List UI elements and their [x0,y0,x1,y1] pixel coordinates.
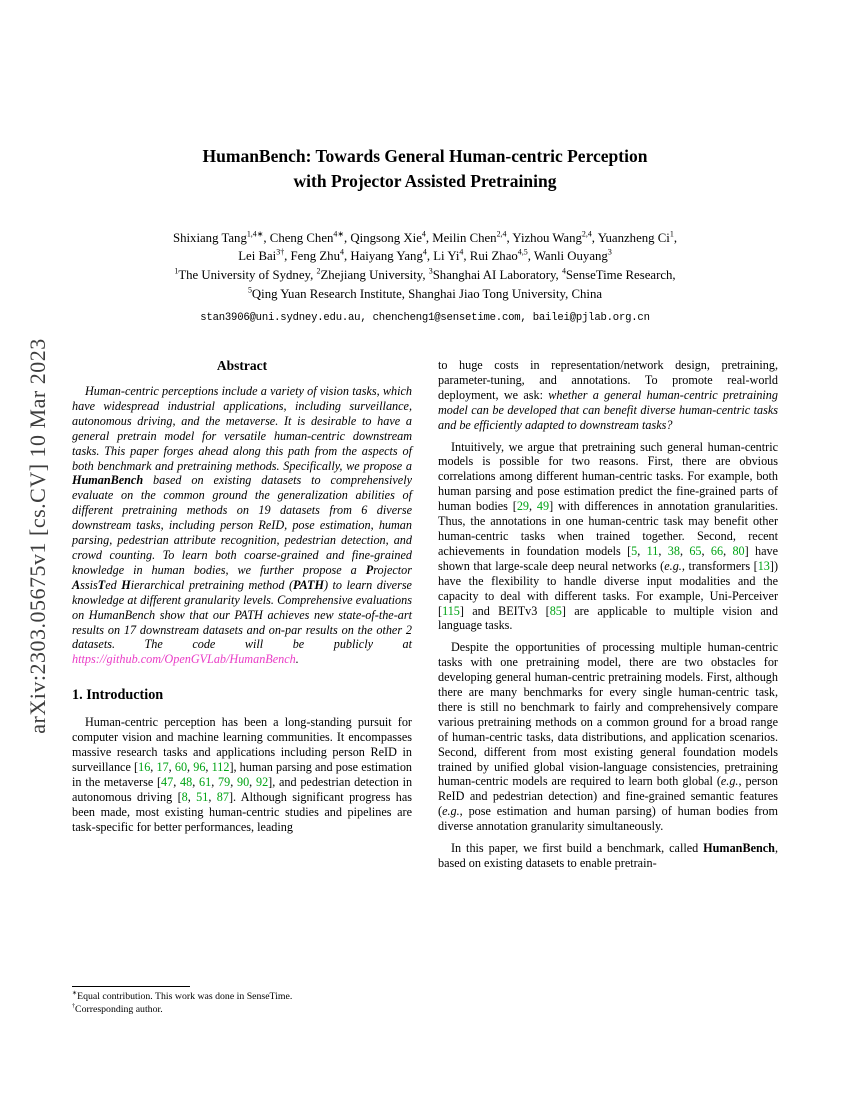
text-segment: e.g., [442,804,463,819]
citation-ref[interactable]: 16 [138,759,151,774]
citation-ref[interactable]: 38 [667,543,680,558]
text-segment: and BEITv3 [463,603,546,618]
text-segment: 4,5 [517,248,528,258]
text-segment: ∗ [72,990,78,997]
text-segment: ssis [80,577,98,592]
text-segment: Shixiang Tang [172,230,247,245]
text-segment: 3 [607,248,612,258]
text-segment: have shown that large-scale deep neural networks ( [438,543,779,573]
text-segment: , Yizhou Wang [506,230,582,245]
two-column-body [72,358,778,1016]
citation-ref[interactable]: 61 [199,774,212,789]
github-link[interactable]: https://github.com/OpenGVLab/HumanBench [72,652,296,667]
citation-ref[interactable]: 92 [255,774,269,789]
text-segment: Lei Bai [238,249,277,264]
author-line-2 [60,247,790,266]
affiliation-line-2 [60,285,790,304]
left-column [72,358,412,1016]
title-line-2: with Projector Assisted Pretraining [293,171,557,192]
citation-ref[interactable]: 66 [710,543,724,558]
text-segment: 1 [669,229,674,239]
text-segment: , Li Yi [426,249,460,264]
text-segment: , Cheng Chen [263,230,334,245]
intro-paragraph-1: Human-centric perception has been a long-standing pursuit for computer vision and machine learning communities. It encompasses massive research tasks and applications including person ReID in surveillance [16, 17, 60, 96, 112], human parsing and pose estimation in the metaverse [47, 48, 61, 79, 90, 92], and pedestrian detection in autonomous driving [8, 51, 87]. Although significant progress has been made, most existing human-centric studies and pipelines are task-specific for better performances, leading [72,715,413,834]
text-segment: Equal contribution. This work was done in SenseTime. [77,991,293,1002]
text-segment: Human-centric perception has been a long-standing pursuit for computer vision and machine learning communities. It encompasses massive research tasks and applications including person ReID in surveillance [72,715,412,774]
citation-ref[interactable]: 65 [689,543,702,558]
right-column [438,358,778,1016]
text-segment: 2,4 [496,229,507,239]
text-segment: , Feng Zhu [284,249,340,264]
text-segment: 2,4 [581,229,592,239]
text-segment: , based on existing datasets to enable pretrain- [438,841,778,870]
text-segment: 4∗ [333,229,345,239]
citation-ref[interactable]: 87 [216,789,229,804]
citation-ref[interactable]: 13 [757,558,770,573]
body-paragraph-2: Intuitively, we argue that pretraining such general human-centric models is possible for two reasons. First, there are obvious correlations among different human-centric tasks. For example, both human parsing and pose estimation predict the fine-grained parts of human bodies [29, 49] with differences in annotation granularities. Thus, the annotations in one human-centric task may benefit other human-centric tasks when trained together. Second, recent achievements in foundation models [5, 11, 38, 65, 66, 80] have shown that large-scale deep neural networks (e.g., transformers [13]) have the flexibility to handle diverse input modalities and the capacity to deal with different tasks. For example, Uni-Perceiver [115] and BEITv3 [85] are applicable to multiple vision and language tasks. [438,439,779,633]
email-line: stan3906@uni.sydney.edu.au, chencheng1@sensetime.com, bailei@pjlab.org.cn [200,312,650,325]
paper-header [60,144,790,328]
text-segment: 2 [316,266,321,276]
footnote-block [72,986,412,1016]
text-segment: † [72,1003,76,1010]
text-segment: e.g., [720,774,742,789]
citation-ref[interactable]: 29 [516,499,529,514]
citation-ref[interactable]: 8 [181,789,188,804]
text-segment: , Wanli Ouyang [527,249,608,264]
text-segment: 4 [421,229,426,239]
text-segment: are applicable to multiple vision and language tasks. [438,603,778,633]
text-segment: , Rui Zhao [463,249,518,264]
abstract-heading: Abstract [216,358,268,373]
section-heading-introduction: 1. Introduction [72,687,164,704]
abstract-paragraph [72,384,412,667]
text-segment: , Meilin Chen [425,230,497,245]
text-segment: , [673,230,678,245]
citation-ref[interactable]: 115 [442,603,460,618]
text-segment: The University of Sydney, [178,267,317,282]
text-segment: SenseTime Research, [565,267,676,282]
text-segment: P [365,562,374,577]
text-segment: Human-centric perceptions include a variety of vision tasks, which have widespread industrial applications, including surveillance, autonomous driving, and the metaverse. It is desirable to have a general pretrain model for versatile human-centric downstream tasks. This paper forges ahead along this path from the aspects of both benchmark and pretraining methods. Specifically, we propose a [72,384,412,473]
citation-ref[interactable]: 60 [174,759,188,774]
text-segment: Despite the opportunities of processing multiple human-centric tasks with one pretraining model, there are two obstacles for developing general human-centric pretraining models. First, although there are many benchmarks for every single human-centric task, there is still no benchmark to fairly and comprehensively compare various pretraining methods on a common ground for a broad range of human-centric tasks, data distributions, and application scenarios. Second, different from most existing general foundation models trained by unified global vision-language consistencies, pretraining human-centric models are required to learn both global ( [438,640,778,789]
text-segment: , and pedestrian detection in autonomous driving [72,774,413,804]
text-segment: . Although significant progress has been made, most existing human-centric studies and pipelines are task-specific for better performances, leading [72,789,413,834]
text-segment: , Haiyang Yang [343,249,423,264]
arxiv-watermark: arXiv:2303.05675v1 [cs.CV] 10 Mar 2023 [25,338,50,734]
text-segment: . [295,652,299,667]
authors-block [60,229,790,328]
text-segment: Corresponding author. [75,1003,163,1015]
text-segment: , Yuanzheng Ci [591,230,670,245]
citation-ref[interactable]: 112 [211,759,230,774]
citation-ref[interactable]: 11 [646,543,659,558]
text-segment: pose estimation and human parsing) of human bodies from diverse annotation granularity simultaneously. [438,804,778,834]
text-segment: based on existing datasets to comprehensively evaluate on the common ground the generalization abilities of different pretraining methods on 19 datasets from 6 diverse downstream tasks, including person ReID, pose estimation, human parsing, pedestrian attribute recognition, pedestrian detection, and crowd counting. To learn both coarse-grained and fine-grained knowledge in human bodies, we further propose a [72,473,412,577]
body-paragraph-1 [438,358,778,433]
affiliation-line-1 [60,266,790,285]
text-segment: ) have the flexibility to handle diverse input modalities and the capacity to deal with different tasks. For example, Uni-Perceiver [438,558,779,603]
text-segment: rojector [373,562,412,577]
citation-ref[interactable]: 80 [732,543,745,558]
text-segment: 1,4∗ [246,229,264,239]
text-segment: 4 [459,248,464,258]
paper-title [60,144,790,195]
footnote-corresponding-author [72,1004,412,1017]
text-segment: 4 [561,266,566,276]
text-segment: with differences in annotation granularities. Thus, the annotations in one human-centric task may benefit other human-centric tasks when trained together. Second, recent achievements in foundation models [438,499,778,558]
citation-ref[interactable]: 17 [156,759,169,774]
citation-ref[interactable]: 90 [236,774,250,789]
citation-ref[interactable]: 85 [549,603,562,618]
text-segment: e.g., [664,558,685,573]
text-segment: , human parsing and pose estimation in the metaverse [72,759,413,789]
footnote-equal-contribution [72,991,412,1004]
text-segment: Shanghai AI Laboratory, [432,267,562,282]
text-segment: ) to learn diverse knowledge at different granularity levels. Comprehensive evaluations on HumanBench show that our PATH achieves new state-of-the-art results on 17 downstream datasets and on-par results on the other 2 datasets. The code will be publicly at [72,577,412,652]
text-segment: 3† [276,248,285,258]
text-segment: ierarchical pretraining method ( [130,577,294,592]
body-paragraph-3 [438,640,778,834]
text-segment: A [72,577,81,592]
text-segment: ed [105,577,122,592]
text-segment: transformers [684,558,754,573]
title-line-1: HumanBench: Towards General Human-centric Perception [202,146,648,166]
citation-ref[interactable]: 47 [161,774,174,789]
author-line-1 [60,229,790,248]
citation-ref[interactable]: 79 [218,774,231,789]
citation-ref[interactable]: 96 [193,759,206,774]
text-segment: Intuitively, we argue that pretraining such general human-centric models is possible for two reasons. First, there are obvious correlations among different human-centric tasks. For example, both human parsing and pose estimation predict the fine-grained parts of human bodies [438,439,778,514]
text-segment: HumanBench [72,473,144,488]
citation-ref[interactable]: 48 [180,774,193,789]
text-segment: PATH [293,577,324,592]
text-segment: 4 [339,248,344,258]
text-segment: 4 [422,248,427,258]
body-paragraph-4 [438,841,778,871]
text-segment: person ReID and pedestrian detection) and fine-grained semantic features ( [438,774,778,819]
text-segment: T [97,577,106,592]
citation-ref[interactable]: 51 [196,789,209,804]
text-segment: , Qingsong Xie [344,230,422,245]
text-segment: H [121,577,131,592]
citation-ref[interactable]: 5 [631,543,638,558]
text-segment: HumanBench [703,841,775,856]
citation-ref[interactable]: 49 [536,499,550,514]
text-segment: whether a general human-centric pretraining model can be developed that can benefit diverse human-centric tasks and be efficiently adapted to downstream tasks? [438,387,778,432]
text-segment: Zhejiang University, [320,267,429,282]
text-segment: 1 [174,266,179,276]
footnote-rule [72,986,190,987]
text-segment: to huge costs in representation/network design, pretraining, parameter-tuning, and annotations. To promote real-world deployment, we ask: [438,358,778,402]
text-segment: In this paper, we first build a benchmark, called [451,841,704,856]
text-segment: 5 [247,285,252,295]
text-segment: Qing Yuan Research Institute, Shanghai Jiao Tong University, China [251,286,603,301]
text-segment: 3 [428,266,433,276]
